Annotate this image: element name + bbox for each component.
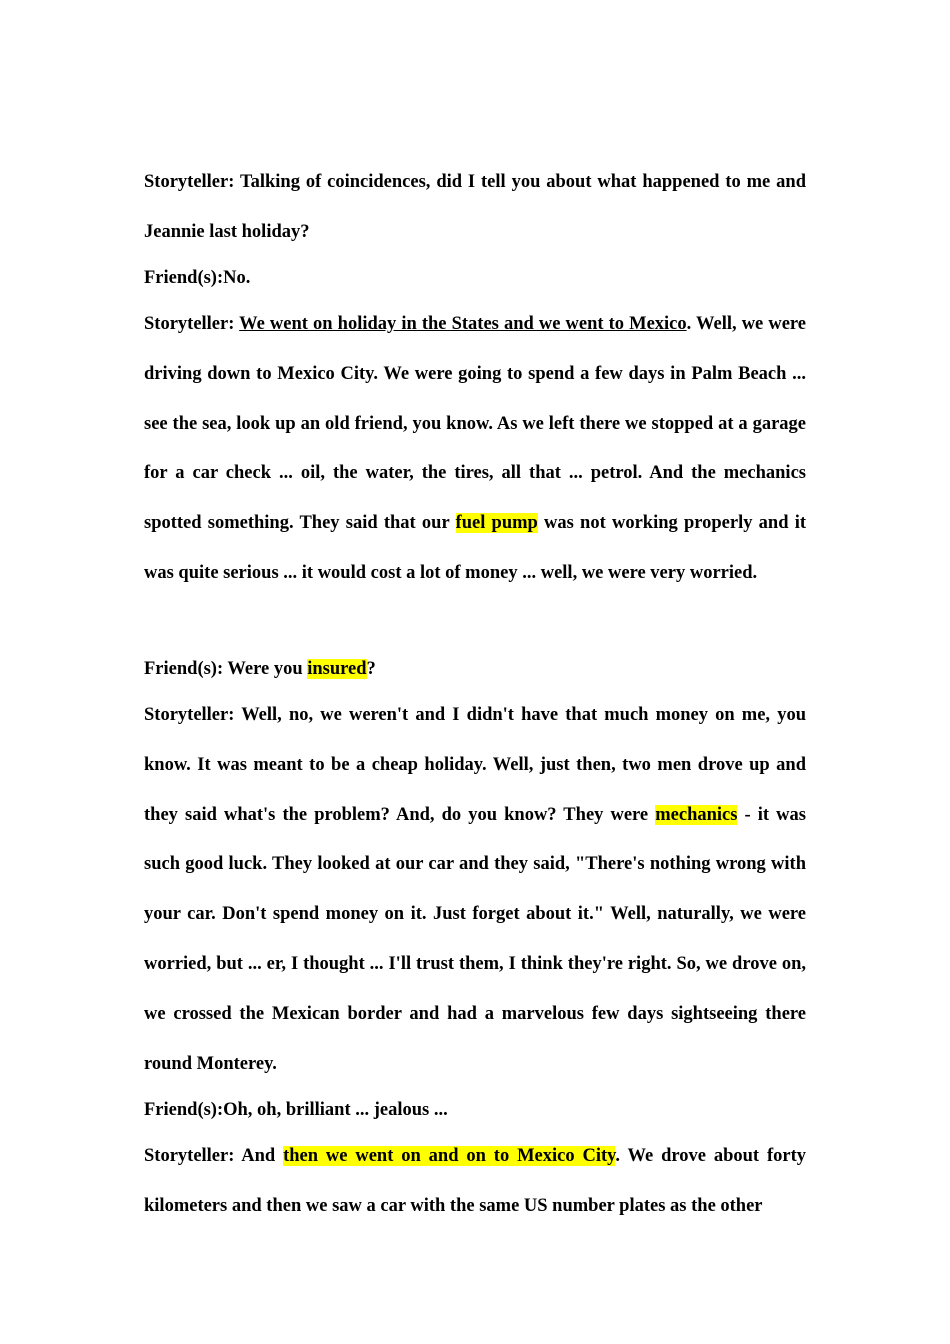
paragraph-friend-reaction [144, 1086, 806, 1136]
paragraph-friend-reply [144, 254, 806, 304]
paragraph-text: ? [366, 659, 376, 679]
underlined-text: We went on holiday in the States and we went to Mexico [239, 314, 687, 334]
paragraph-text: Storyteller: And [144, 1146, 284, 1166]
speaker-label: Storyteller: [144, 314, 240, 334]
paragraph-text: . Well, we were driving down to Mexico City. We were going to spend a few days in Palm Beach ... see the sea, look up an old friend, you know. As we left there we stopped at a garage for a car check ... oil, the water, the tires, all that ... petrol. And the mechanics spotted something. They said that our [144, 314, 807, 534]
highlighted-term: then we went on and on to Mexico City [283, 1146, 616, 1166]
paragraph-storyteller-mexico-city [144, 1132, 806, 1232]
paragraph-text: Friend(s):Oh, oh, brilliant ... jealous ... [144, 1100, 448, 1120]
paragraph-text: - it was such good luck. They looked at our car and they said, "There's nothing wrong with your car. Don't spend money on it. Just forget about it." Well, naturally, we were worried, but ... er, I thought ... I'll trust them, I think they're right. So, we drove on, we crossed the Mexican border and had a marvelous few days sightseeing there round Monterey. [144, 804, 806, 1074]
paragraph-storyteller-trip [144, 300, 806, 599]
paragraph-storyteller-mechanics [144, 691, 806, 1089]
paragraph-text: Storyteller: Well, no, we weren't and I didn't have that much money on me, you know. It was meant to be a cheap holiday. Well, just then, two men drove up and they said what's the problem? And, do you know? They were [144, 705, 806, 825]
paragraph-friend-question [144, 645, 806, 695]
highlighted-term: fuel pump [455, 513, 538, 534]
paragraph-text: Storyteller: Talking of coincidences, did I tell you about what happened to me and Jeannie last holiday? [144, 172, 806, 242]
paragraph-text: was not working properly and it was quite serious ... it would cost a lot of money ... well, we were very worried. [144, 513, 807, 583]
paragraph-text: Friend(s):No. [144, 268, 251, 288]
paragraph-text: Friend(s): Were you [144, 659, 308, 679]
highlighted-term: insured [307, 659, 367, 679]
highlighted-term: mechanics [655, 804, 738, 825]
paragraph-text: . We drove about forty kilometers and then we saw a car with the same US number plates as the other [144, 1146, 806, 1216]
paragraph-storyteller-intro [144, 158, 806, 258]
